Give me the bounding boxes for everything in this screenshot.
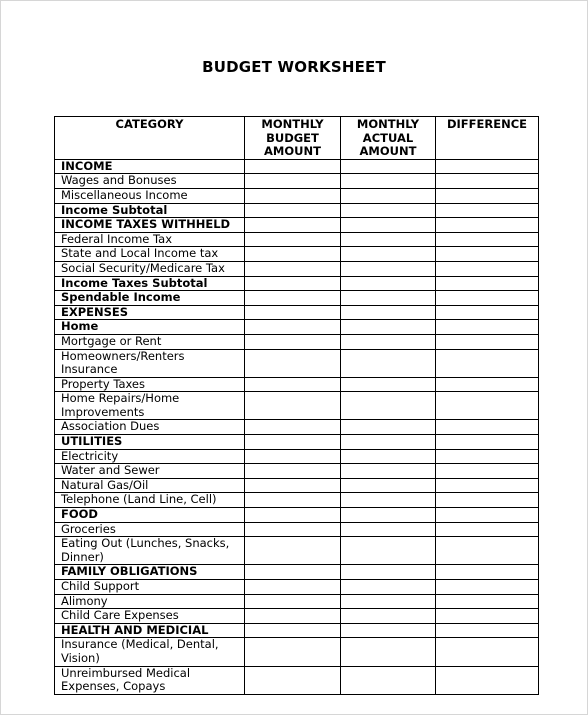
table-row — [55, 159, 539, 174]
difference-cell[interactable] — [436, 420, 539, 435]
actual-amount-cell[interactable] — [341, 320, 436, 335]
category-cell: Telephone (Land Line, Cell) — [55, 493, 245, 508]
difference-cell[interactable] — [436, 623, 539, 638]
category-cell: Spendable Income — [55, 291, 245, 306]
table-row — [55, 305, 539, 320]
table-row — [55, 334, 539, 349]
table-row — [55, 420, 539, 435]
category-cell: FOOD — [55, 508, 245, 523]
category-cell: Child Support — [55, 580, 245, 595]
category-cell: Income Taxes Subtotal — [55, 276, 245, 291]
budget-amount-cell[interactable] — [245, 508, 341, 523]
actual-amount-cell[interactable] — [341, 276, 436, 291]
category-cell: Unreimbursed Medical Expenses, Copays — [55, 666, 245, 694]
category-cell: Natural Gas/Oil — [55, 478, 245, 493]
actual-amount-cell[interactable] — [341, 508, 436, 523]
budget-amount-cell[interactable] — [245, 320, 341, 335]
actual-amount-cell[interactable] — [341, 420, 436, 435]
difference-cell[interactable] — [436, 218, 539, 233]
actual-amount-cell[interactable] — [341, 349, 436, 377]
actual-amount-cell[interactable] — [341, 435, 436, 450]
table-row — [55, 522, 539, 537]
category-cell: Child Care Expenses — [55, 609, 245, 624]
difference-cell[interactable] — [436, 159, 539, 174]
category-cell: Federal Income Tax — [55, 232, 245, 247]
actual-amount-cell[interactable] — [341, 594, 436, 609]
actual-amount-cell[interactable] — [341, 609, 436, 624]
budget-amount-cell[interactable] — [245, 537, 341, 565]
difference-cell[interactable] — [436, 203, 539, 218]
difference-cell[interactable] — [436, 580, 539, 595]
category-cell: EXPENSES — [55, 305, 245, 320]
budget-amount-cell[interactable] — [245, 609, 341, 624]
header-row — [55, 117, 539, 160]
header-difference: DIFFERENCE — [436, 117, 539, 160]
actual-amount-cell[interactable] — [341, 449, 436, 464]
table-row — [55, 464, 539, 479]
category-cell: HEALTH AND MEDICIAL — [55, 623, 245, 638]
actual-amount-cell[interactable] — [341, 478, 436, 493]
category-cell: Electricity — [55, 449, 245, 464]
category-cell: Income Subtotal — [55, 203, 245, 218]
category-cell: Social Security/Medicare Tax — [55, 261, 245, 276]
table-row — [55, 435, 539, 450]
budget-amount-cell[interactable] — [245, 261, 341, 276]
actual-amount-cell[interactable] — [341, 565, 436, 580]
actual-amount-cell[interactable] — [341, 232, 436, 247]
difference-cell[interactable] — [436, 320, 539, 335]
difference-cell[interactable] — [436, 478, 539, 493]
budget-amount-cell[interactable] — [245, 276, 341, 291]
budget-amount-cell[interactable] — [245, 638, 341, 666]
budget-amount-cell[interactable] — [245, 493, 341, 508]
table-row — [55, 247, 539, 262]
difference-cell[interactable] — [436, 174, 539, 189]
budget-amount-cell[interactable] — [245, 218, 341, 233]
table-row — [55, 276, 539, 291]
difference-cell[interactable] — [436, 261, 539, 276]
budget-amount-cell[interactable] — [245, 565, 341, 580]
header-budget-amount: MONTHLY BUDGET AMOUNT — [245, 117, 341, 160]
actual-amount-cell[interactable] — [341, 305, 436, 320]
difference-cell[interactable] — [436, 638, 539, 666]
category-cell: Property Taxes — [55, 377, 245, 392]
category-cell: Home Repairs/Home Improvements — [55, 392, 245, 420]
budget-amount-cell[interactable] — [245, 334, 341, 349]
page-title: BUDGET WORKSHEET — [202, 58, 386, 76]
table-row — [55, 203, 539, 218]
header-category: CATEGORY — [55, 117, 245, 160]
difference-cell[interactable] — [436, 276, 539, 291]
actual-amount-cell[interactable] — [341, 203, 436, 218]
table-row — [55, 478, 539, 493]
budget-amount-cell[interactable] — [245, 349, 341, 377]
category-cell: Groceries — [55, 522, 245, 537]
budget-amount-cell[interactable] — [245, 188, 341, 203]
actual-amount-cell[interactable] — [341, 580, 436, 595]
table-row — [55, 174, 539, 189]
difference-cell[interactable] — [436, 291, 539, 306]
category-cell: Association Dues — [55, 420, 245, 435]
table-row — [55, 261, 539, 276]
difference-cell[interactable] — [436, 522, 539, 537]
actual-amount-cell[interactable] — [341, 188, 436, 203]
actual-amount-cell[interactable] — [341, 522, 436, 537]
budget-body — [55, 159, 539, 694]
actual-amount-cell[interactable] — [341, 377, 436, 392]
difference-cell[interactable] — [436, 493, 539, 508]
actual-amount-cell[interactable] — [341, 493, 436, 508]
table-row — [55, 377, 539, 392]
difference-cell[interactable] — [436, 537, 539, 565]
actual-amount-cell[interactable] — [341, 174, 436, 189]
difference-cell[interactable] — [436, 334, 539, 349]
table-row — [55, 638, 539, 666]
table-row — [55, 320, 539, 335]
category-cell: Insurance (Medical, Dental, Vision) — [55, 638, 245, 666]
budget-amount-cell[interactable] — [245, 594, 341, 609]
budget-amount-cell[interactable] — [245, 449, 341, 464]
difference-cell[interactable] — [436, 435, 539, 450]
actual-amount-cell[interactable] — [341, 261, 436, 276]
table-row — [55, 609, 539, 624]
actual-amount-cell[interactable] — [341, 537, 436, 565]
actual-amount-cell[interactable] — [341, 334, 436, 349]
difference-cell[interactable] — [436, 464, 539, 479]
budget-amount-cell[interactable] — [245, 580, 341, 595]
category-cell: Mortgage or Rent — [55, 334, 245, 349]
budget-amount-cell[interactable] — [245, 305, 341, 320]
table-row — [55, 623, 539, 638]
difference-cell[interactable] — [436, 609, 539, 624]
difference-cell[interactable] — [436, 508, 539, 523]
actual-amount-cell[interactable] — [341, 638, 436, 666]
category-cell: Eating Out (Lunches, Snacks, Dinner) — [55, 537, 245, 565]
actual-amount-cell[interactable] — [341, 218, 436, 233]
budget-amount-cell[interactable] — [245, 623, 341, 638]
budget-amount-cell[interactable] — [245, 464, 341, 479]
difference-cell[interactable] — [436, 565, 539, 580]
budget-amount-cell[interactable] — [245, 392, 341, 420]
header-actual-amount: MONTHLY ACTUAL AMOUNT — [341, 117, 436, 160]
category-cell: INCOME — [55, 159, 245, 174]
budget-amount-cell[interactable] — [245, 420, 341, 435]
table-row — [55, 218, 539, 233]
budget-amount-cell[interactable] — [245, 232, 341, 247]
difference-cell[interactable] — [436, 377, 539, 392]
actual-amount-cell[interactable] — [341, 247, 436, 262]
category-cell: State and Local Income tax — [55, 247, 245, 262]
category-cell: Wages and Bonuses — [55, 174, 245, 189]
category-cell: Homeowners/Renters Insurance — [55, 349, 245, 377]
table-row — [55, 392, 539, 420]
budget-table — [54, 116, 539, 695]
table-row — [55, 291, 539, 306]
table-row — [55, 449, 539, 464]
table-row — [55, 493, 539, 508]
actual-amount-cell[interactable] — [341, 392, 436, 420]
table-row — [55, 508, 539, 523]
category-cell: Alimony — [55, 594, 245, 609]
difference-cell[interactable] — [436, 188, 539, 203]
table-row — [55, 580, 539, 595]
budget-amount-cell[interactable] — [245, 478, 341, 493]
category-cell: FAMILY OBLIGATIONS — [55, 565, 245, 580]
budget-amount-cell[interactable] — [245, 435, 341, 450]
difference-cell[interactable] — [436, 594, 539, 609]
category-cell: Water and Sewer — [55, 464, 245, 479]
actual-amount-cell[interactable] — [341, 159, 436, 174]
category-cell: INCOME TAXES WITHHELD — [55, 218, 245, 233]
table-row — [55, 666, 539, 694]
budget-amount-cell[interactable] — [245, 247, 341, 262]
table-row — [55, 188, 539, 203]
budget-amount-cell[interactable] — [245, 203, 341, 218]
budget-amount-cell[interactable] — [245, 666, 341, 694]
actual-amount-cell[interactable] — [341, 464, 436, 479]
budget-amount-cell[interactable] — [245, 174, 341, 189]
budget-amount-cell[interactable] — [245, 159, 341, 174]
actual-amount-cell[interactable] — [341, 666, 436, 694]
difference-cell[interactable] — [436, 247, 539, 262]
difference-cell[interactable] — [436, 392, 539, 420]
difference-cell[interactable] — [436, 232, 539, 247]
table-row — [55, 232, 539, 247]
category-cell: UTILITIES — [55, 435, 245, 450]
table-row — [55, 537, 539, 565]
difference-cell[interactable] — [436, 349, 539, 377]
category-cell: Home — [55, 320, 245, 335]
table-row — [55, 349, 539, 377]
table-row — [55, 565, 539, 580]
actual-amount-cell[interactable] — [341, 623, 436, 638]
difference-cell[interactable] — [436, 305, 539, 320]
table-row — [55, 594, 539, 609]
budget-amount-cell[interactable] — [245, 377, 341, 392]
budget-amount-cell[interactable] — [245, 522, 341, 537]
difference-cell[interactable] — [436, 666, 539, 694]
budget-amount-cell[interactable] — [245, 291, 341, 306]
difference-cell[interactable] — [436, 449, 539, 464]
actual-amount-cell[interactable] — [341, 291, 436, 306]
category-cell: Miscellaneous Income — [55, 188, 245, 203]
